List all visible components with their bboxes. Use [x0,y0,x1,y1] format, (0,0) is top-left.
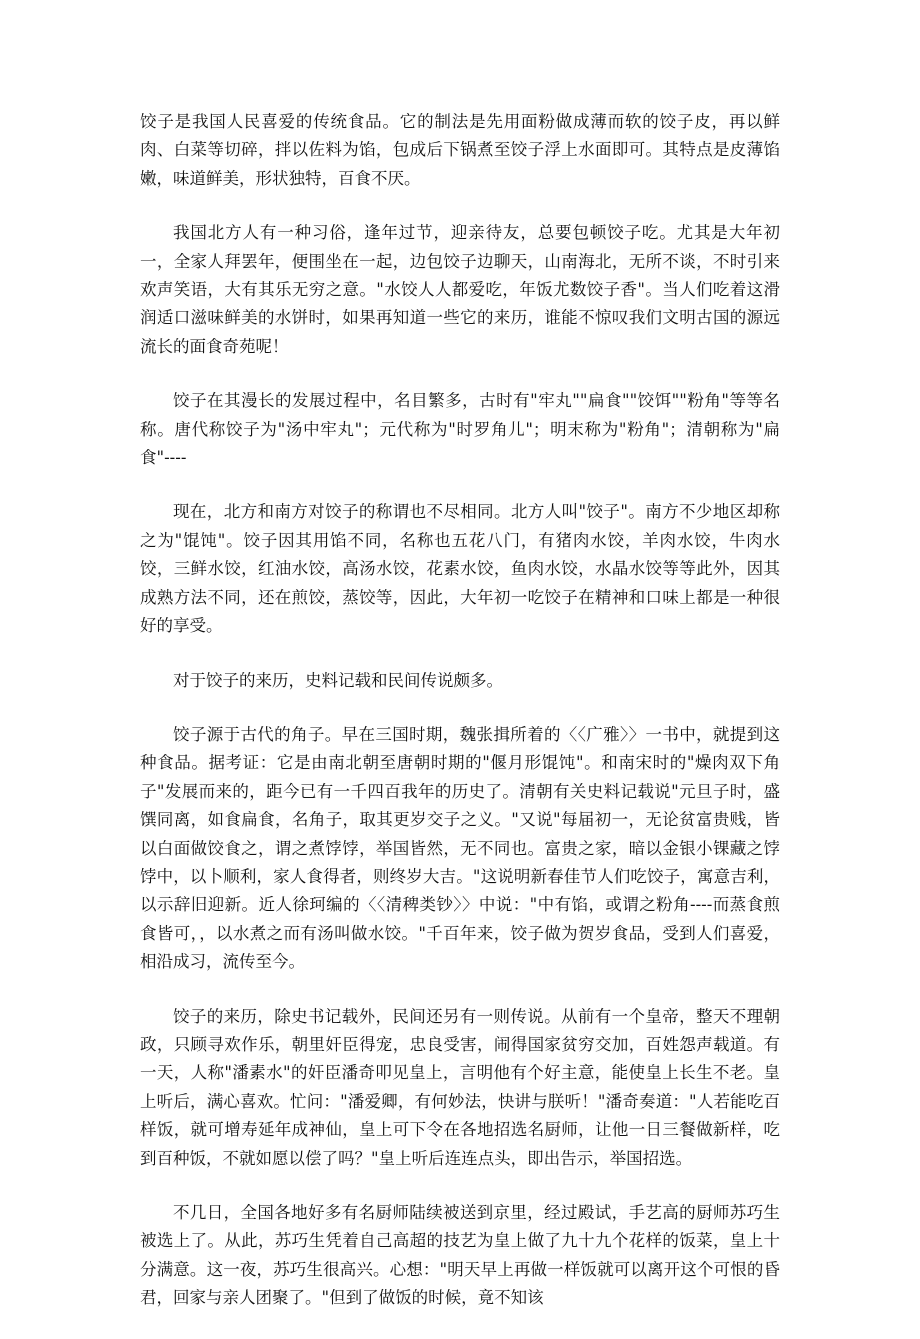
paragraph-1: 饺子是我国人民喜爱的传统食品。它的制法是先用面粉做成薄而软的饺子皮，再以鲜肉、白菜等切碎，拌以佐料为馅，包成后下锅煮至饺子浮上水面即可。其特点是皮薄馅嫩，味道鲜美，形状独特，百食不厌。 [140,112,780,188]
paragraph-3: 饺子在其漫长的发展过程中，名目繁多，古时有"牢丸""扁食""饺饵""粉角"等等名称。唐代称饺子为"汤中牢丸"；元代称为"时罗角儿"；明末称为"粉角"；清朝称为"扁食"---- [140,391,780,468]
paragraph-8: 不几日，全国各地好多有名厨师陆续被送到京里，经过殿试，手艺高的厨师苏巧生被选上了。从此，苏巧生凭着自己高超的技艺为皇上做了九十九个花样的饭菜，皇上十分满意。这一夜，苏巧生很高兴。心想："明天早上再做一样饭就可以离开这个可恨的昏君，回家与亲人团聚了。"但到了做饭的时候，竟不知该 [140,1203,780,1308]
document-body [140,108,780,1339]
paragraph-2: 我国北方人有一种习俗，逢年过节，迎亲待友，总要包顿饺子吃。尤其是大年初一，全家人拜罢年，便围坐在一起，边包饺子边聊天，山南海北，无所不谈，不时引来欢声笑语，大有其乐无穷之意。"水饺人人都爱吃，年饭尤数饺子香"。当人们吃着这滑润适口滋味鲜美的水饼时，如果再知道一些它的来历，谁能不惊叹我们文明古国的源远流长的面食奇苑呢！ [140,223,780,356]
paragraph-6: 饺子源于古代的角子。早在三国时期，魏张揖所着的〈〈广雅〉〉一书中，就提到这种食品。据考证：它是由南北朝至唐朝时期的"偃月形馄饨"。和南宋时的"燥肉双下角子"发展而来的，距今已有一千四百我年的历史了。清朝有关史料记载说"元旦子时，盛馔同离，如食扁食，名角子，取其更岁交子之义。"又说"每届初一，无论贫富贵贱，皆以白面做饺食之，谓之煮饽饽，举国皆然，无不同也。富贵之家，暗以金银小锞藏之饽饽中，以卜顺利，家人食得者，则终岁大吉。"这说明新春佳节人们吃饺子，寓意吉利，以示辞旧迎新。近人徐珂编的〈〈清稗类钞〉〉中说："中有馅，或谓之粉角----而蒸食煎食皆可，，以水煮之而有汤叫做水饺。"千百年来，饺子做为贺岁食品，受到人们喜爱，相沿成习，流传至今。 [140,724,780,972]
paragraph-4: 现在，北方和南方对饺子的称谓也不尽相同。北方人叫"饺子"。南方不少地区却称之为"馄饨"。饺子因其用馅不同，名称也五花八门，有猪肉水饺，羊肉水饺，牛肉水饺，三鲜水饺，红油水饺，高汤水饺，花素水饺，鱼肉水饺，水晶水饺等等此外，因其成熟方法不同，还在煎饺，蒸饺等，因此，大年初一吃饺子在精神和口味上都是一种很好的享受。 [140,502,780,636]
paragraph-5: 对于饺子的来历，史料记载和民间传说颇多。 [173,670,503,690]
paragraph-7: 饺子的来历，除史书记载外，民间还另有一则传说。从前有一个皇帝，整天不理朝政，只顾寻欢作乐，朝里奸臣得宠，忠良受害，闹得国家贫穷交加，百姓怨声载道。有一天，人称"潘素水"的奸臣潘奇叩见皇上，言明他有个好主意，能使皇上长生不老。皇上听后，满心喜欢。忙问："潘爱卿，有何妙法，快讲与朕听！"潘奇奏道："人若能吃百样饭，就可增寿延年成神仙，皇上可下令在各地招选名厨师，让他一日三餐做新样，吃到百种饭，不就如愿以偿了吗？"皇上听后连连点头，即出告示，举国招选。 [140,1006,780,1168]
